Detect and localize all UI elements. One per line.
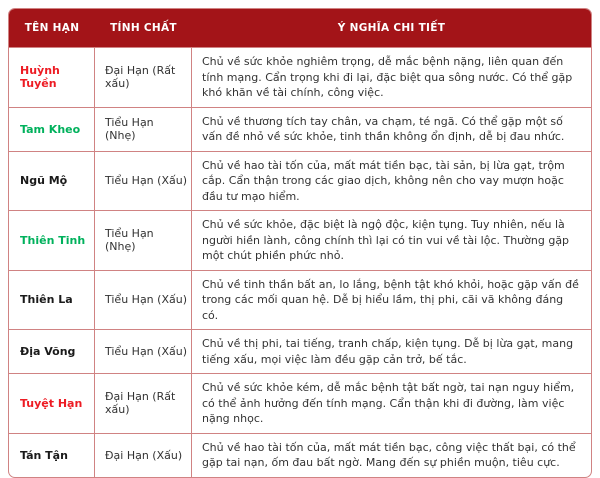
han-nature-cell: Đại Hạn (Rất xấu) xyxy=(95,48,192,108)
han-nature-cell: Tiểu Hạn (Xấu) xyxy=(95,271,192,331)
han-nature-cell: Tiểu Hạn (Xấu) xyxy=(95,330,192,374)
table-row xyxy=(9,374,591,434)
header-y-nghia-chi-tiet: Ý NGHĨA CHI TIẾT xyxy=(192,9,591,48)
table-row xyxy=(9,271,591,331)
han-meaning-cell: Chủ về tinh thần bất an, lo lắng, bệnh tật khó khỏi, hoặc gặp vấn đề trong các mối quan hệ. Dễ bị hiểu lầm, thị phi, cãi vã không đáng có. xyxy=(192,271,591,331)
han-name-cell: Tam Kheo xyxy=(9,108,95,152)
han-meaning-cell: Chủ về sức khỏe kém, dễ mắc bệnh tật bất ngờ, tai nạn nguy hiểm, có thể ảnh hưởng đến tính mạng. Cẩn thận khi đi đường, làm việc nặng nhọc. xyxy=(192,374,591,434)
han-name-cell: Tuyệt Hạn xyxy=(9,374,95,434)
header-tinh-chat: TÍNH CHẤT xyxy=(95,9,192,48)
table-row xyxy=(9,330,591,374)
han-name-cell: Địa Võng xyxy=(9,330,95,374)
han-meaning-cell: Chủ về thương tích tay chân, va chạm, té ngã. Có thể gặp một số vấn đề nhỏ về sức khỏe, tinh thần không ổn định, dễ bị đau nhức. xyxy=(192,108,591,152)
table-row xyxy=(9,434,591,477)
han-name-cell: Tán Tận xyxy=(9,434,95,477)
han-meaning-cell: Chủ về thị phi, tai tiếng, tranh chấp, kiện tụng. Dễ bị lừa gạt, mang tiếng xấu, mọi việc làm đều gặp cản trở, bế tắc. xyxy=(192,330,591,374)
han-meaning-cell: Chủ về sức khỏe nghiêm trọng, dễ mắc bệnh nặng, liên quan đến tính mạng. Cẩn trọng khi đi lại, đặc biệt qua sông nước. Có thể gặp khó khăn về tài chính, công việc. xyxy=(192,48,591,108)
han-name-cell: Thiên Tinh xyxy=(9,211,95,271)
table-row xyxy=(9,211,591,271)
han-nature-cell: Tiểu Hạn (Xấu) xyxy=(95,152,192,212)
han-table-container xyxy=(8,8,592,478)
table-row xyxy=(9,152,591,212)
han-name-cell: Huỳnh Tuyền xyxy=(9,48,95,108)
header-ten-han: TÊN HẠN xyxy=(9,9,95,48)
han-nature-cell: Đại Hạn (Rất xấu) xyxy=(95,374,192,434)
han-nature-cell: Tiểu Hạn (Nhẹ) xyxy=(95,211,192,271)
han-name-cell: Thiên La xyxy=(9,271,95,331)
han-meaning-cell: Chủ về hao tài tốn của, mất mát tiền bạc, tài sản, bị lừa gạt, trộm cắp. Cẩn thận trong các giao dịch, không nên cho vay mượn hoặc đầu tư mạo hiểm. xyxy=(192,152,591,212)
table-body xyxy=(9,48,591,477)
table-row xyxy=(9,108,591,152)
table-header xyxy=(9,9,591,48)
han-table xyxy=(8,8,592,478)
han-nature-cell: Tiểu Hạn (Nhẹ) xyxy=(95,108,192,152)
han-nature-cell: Đại Hạn (Xấu) xyxy=(95,434,192,477)
table-row xyxy=(9,48,591,108)
han-meaning-cell: Chủ về hao tài tốn của, mất mát tiền bạc, công việc thất bại, có thể gặp tai nạn, ốm đau bất ngờ. Mang đến sự phiền muộn, tiêu cực. xyxy=(202,440,576,469)
han-name-cell: Ngũ Mộ xyxy=(9,152,95,212)
han-meaning-cell: Chủ về sức khỏe, đặc biệt là ngộ độc, kiện tụng. Tuy nhiên, nếu là người hiền lành, công chính thì lại có tin vui về tài lộc. Thường gặp một chút phiền phức nhỏ. xyxy=(192,211,591,271)
